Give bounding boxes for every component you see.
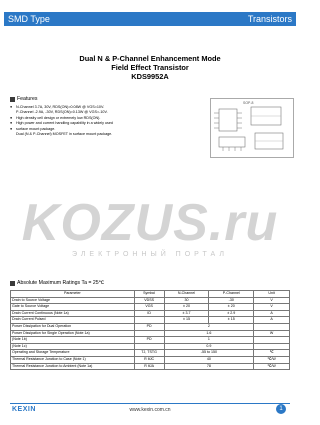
table-row: Power Dissipation for Single Operation (Note 1a) 1.6 W bbox=[11, 330, 290, 337]
watermark bbox=[0, 195, 300, 250]
bullet-icon: ● bbox=[10, 115, 13, 120]
feature-item: ● surface mount package. bbox=[10, 126, 56, 131]
feature-item: ● High power and current handling capability in a widely used bbox=[10, 121, 113, 126]
ratings-heading bbox=[10, 280, 104, 286]
footer-url[interactable]: www.kexin.com.cn bbox=[129, 407, 171, 413]
ratings-heading-text: Absolute Maximum Ratings Ta = 25℃ bbox=[17, 280, 105, 286]
table-row: (Note 1b) PD 1 bbox=[11, 337, 290, 344]
feature-item: ● High density cell design or extremely low RDS(ON). bbox=[10, 115, 101, 120]
bullet-icon: ● bbox=[10, 126, 13, 131]
title-line-1: Dual N & P-Channel Enhancement Mode bbox=[79, 54, 221, 63]
package-label: SOP-8 bbox=[243, 101, 254, 105]
table-header-row bbox=[11, 291, 290, 298]
features-heading bbox=[10, 96, 37, 102]
feature-item: Dual (N & P-Channel) MOSFET in surface mount package. bbox=[16, 132, 113, 137]
column-header: P-Channel bbox=[209, 291, 254, 298]
feature-item: P-Channel -2.9A, -30V, RDS(ON)=0.13W @ VGS=-10V. bbox=[16, 110, 108, 115]
package-drawing bbox=[210, 98, 294, 158]
table-row: Drain to Source Voltage VDSS 30 -30 V bbox=[11, 297, 290, 304]
header-right: Transistors bbox=[247, 14, 292, 24]
watermark-subtitle: ЭЛЕКТРОННЫЙ ПОРТАЛ bbox=[72, 251, 228, 258]
features-list bbox=[10, 105, 170, 137]
bullet-icon: ● bbox=[10, 121, 13, 126]
square-bullet-icon bbox=[10, 97, 15, 102]
table-row: Gate to Source Voltage VGS ± 20 ± 20 V bbox=[11, 304, 290, 311]
footer-divider bbox=[10, 403, 290, 404]
table-row: (Note 1c) 0.9 bbox=[11, 343, 290, 350]
kexin-logo: KEXIN bbox=[12, 406, 36, 413]
features-heading-text: Features bbox=[17, 96, 38, 102]
square-bullet-icon bbox=[10, 281, 15, 286]
page-number: 1 bbox=[276, 404, 286, 414]
part-number: KDS9952A bbox=[131, 72, 169, 81]
table-row: Thermal Resistance Junction to Ambient (Note 1a) R θJA 78 ℃/W bbox=[11, 363, 290, 370]
table-row: Operating and Storage Temperature TJ, TSTG -55 to 150 ℃ bbox=[11, 350, 290, 357]
column-header: N-Channel bbox=[164, 291, 209, 298]
table-row: Thermal Resistance Junction to Case (Note 1) R θJC 40 ℃/W bbox=[11, 356, 290, 363]
package-outline-icon bbox=[211, 99, 293, 157]
table-row: Drain Current Pulsed ± 15 ± 15 A bbox=[11, 317, 290, 324]
column-header: Parameter bbox=[11, 291, 135, 298]
header-bar bbox=[4, 12, 296, 26]
document-title bbox=[0, 54, 300, 81]
ratings-table bbox=[10, 290, 290, 370]
title-line-2: Field Effect Transistor bbox=[111, 63, 189, 72]
watermark-text: KOZUS.ru bbox=[21, 193, 279, 252]
table-row: Drain Current Continuous (Note 1a) ID ± 3.7 ± 2.9 A bbox=[11, 310, 290, 317]
table-row: Power Dissipation for Dual Operation PD 2 bbox=[11, 323, 290, 330]
bullet-icon: ● bbox=[10, 105, 13, 109]
header-left: SMD Type bbox=[8, 14, 50, 24]
column-header: Symbol bbox=[134, 291, 164, 298]
column-header: Unit bbox=[254, 291, 290, 298]
feature-item: ● N-Channel 3.7A, 30V, RDS(ON)=0.08W @ VGS=10V. bbox=[10, 105, 105, 109]
